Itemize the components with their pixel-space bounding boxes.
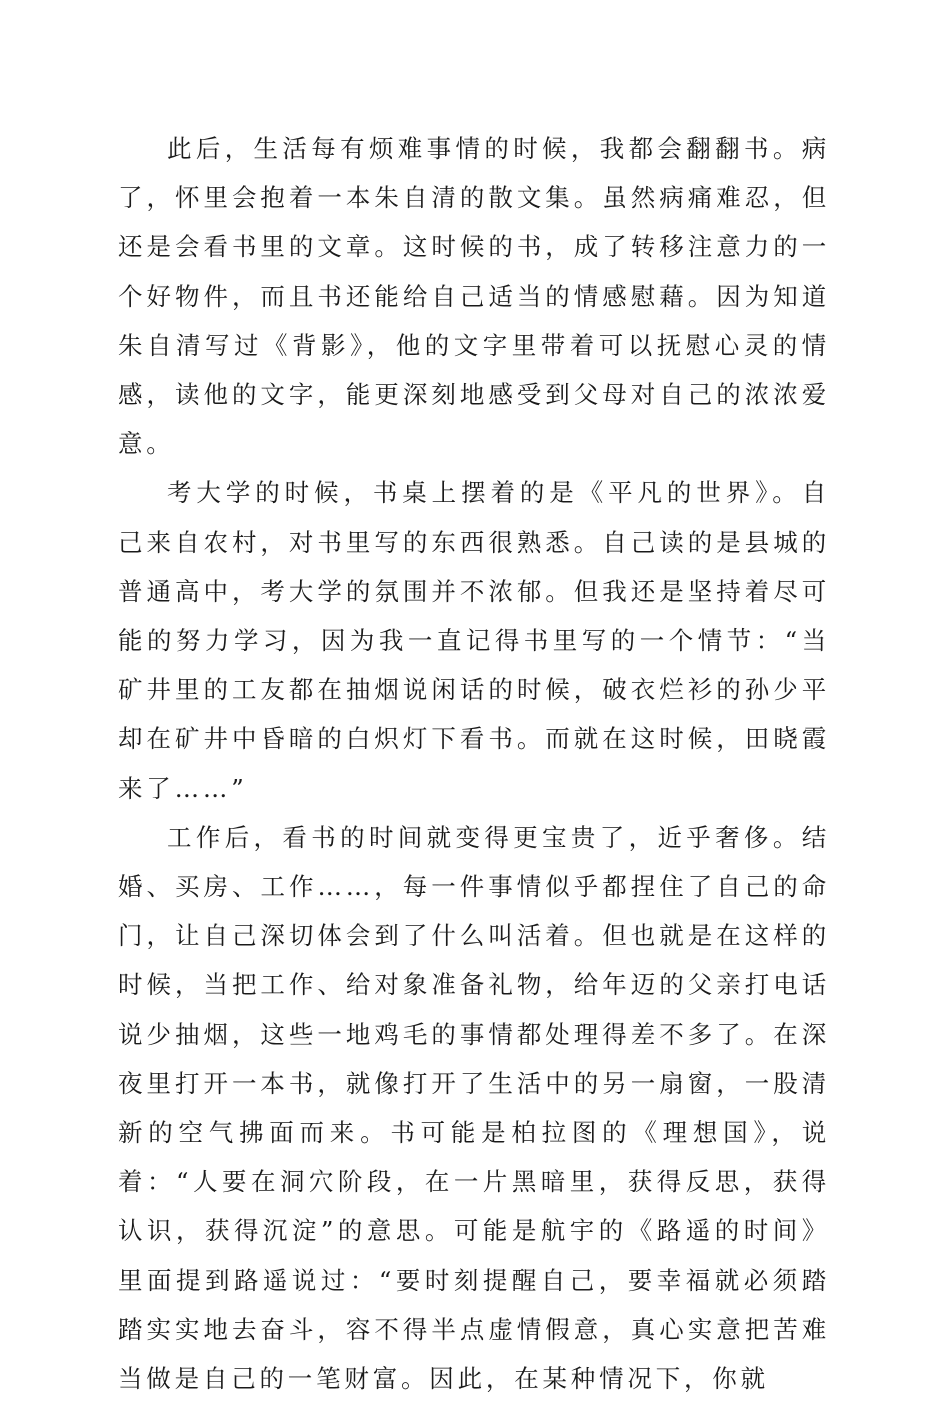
paragraph-1: 此后，生活每有烦难事情的时候，我都会翻翻书。病了，怀里会抱着一本朱自清的散文集。虽然病痛难忍，但还是会看书里的文章。这时候的书，成了转移注意力的一个好物件，而且书还能给自己适当的情感慰藉。因为知道朱自清写过《背影》，他的文字里带着可以抚慰心灵的情感，读他的文字，能更深刻地感受到父母对自己的浓浓爱意。	[118, 134, 830, 459]
paragraph-2: 考大学的时候，书桌上摆着的是《平凡的世界》。自己来自农村，对书里写的东西很熟悉。自己读的是县城的普通高中，考大学的氛围并不浓郁。但我还是坚持着尽可能的努力学习，因为我一直记得书里写的一个情节：“当矿井里的工友都在抽烟说闲话的时候，破衣烂衫的孙少平却在矿井中昏暗的白炽灯下看书。而就在这时候，田晓霞来了……”	[118, 478, 830, 803]
paragraph-3: 工作后，看书的时间就变得更宝贵了，近乎奢侈。结婚、买房、工作……，每一件事情似乎都捏住了自己的命门，让自己深切体会到了什么叫活着。但也就是在这样的时候，当把工作、给对象准备礼物，给年迈的父亲打电话说少抽烟，这些一地鸡毛的事情都处理得差不多了。在深夜里打开一本书，就像打开了生活中的另一扇窗，一股清新的空气拂面而来。书可能是柏拉图的《理想国》，说着：“人要在洞穴阶段，在一片黑暗里，获得反思，获得认识，获得沉淀”的意思。可能是航宇的《路遥的时间》里面提到路遥说过：“要时刻提醒自己，要幸福就必须踏踏实实地去奋斗，容不得半点虚情假意，真心实意把苦难当做是自己的一笔财富。因此，在某种情况下，你就	[118, 822, 830, 1394]
document-body	[118, 124, 830, 1403]
